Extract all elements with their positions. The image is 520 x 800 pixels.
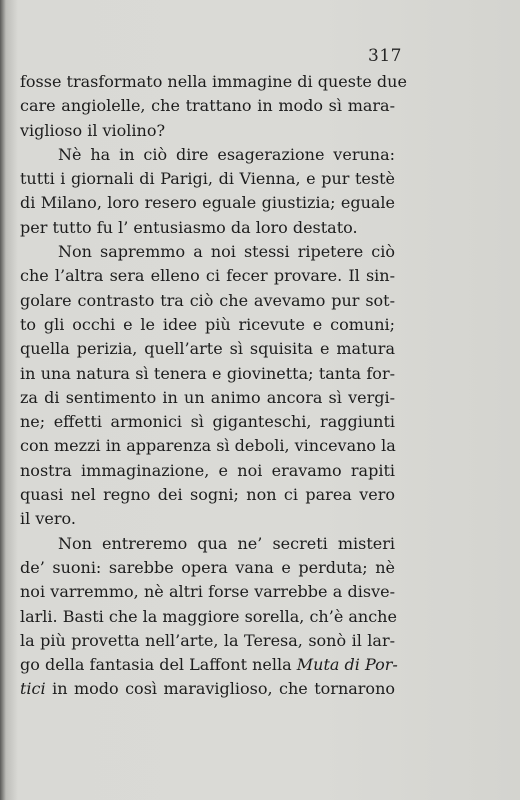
italic-title: tici <box>20 679 46 699</box>
line-text: go della fantasia del Laffont nella <box>20 655 292 675</box>
text-line <box>20 556 395 580</box>
line-text: in una natura sì tenera e giovinetta; tanta for- <box>20 363 395 383</box>
text-line <box>20 653 398 677</box>
line-text: viglioso il violino? <box>20 120 166 140</box>
line-text: de’ suoni: sarebbe opera vana e perduta; nè <box>20 557 395 577</box>
text-line <box>20 580 395 604</box>
line-text: la più provetta nell’arte, la Teresa, sonò il lar- <box>20 630 395 650</box>
line-text: golare contrasto tra ciò che avevamo pur sot- <box>20 290 395 310</box>
italic-title: Muta di Por- <box>296 655 398 675</box>
text-line <box>20 313 395 337</box>
text-line <box>20 434 395 458</box>
line-text: che l’altra sera elleno ci fecer provare. Il sin- <box>20 266 395 286</box>
line-text: quasi nel regno dei sogni; non ci parea vero <box>20 485 395 505</box>
text-line <box>20 94 395 118</box>
text-line <box>20 459 395 483</box>
text-line <box>20 240 395 264</box>
text-line <box>20 119 395 143</box>
line-text: di Milano, loro resero eguale giustizia; eguale <box>20 193 395 213</box>
text-line <box>20 362 395 386</box>
text-line <box>20 264 395 288</box>
line-text: fosse trasformato nella immagine di queste due <box>20 72 407 91</box>
text-line <box>20 289 395 313</box>
text-line <box>20 167 395 191</box>
line-text: to gli occhi e le idee più ricevute e comuni; <box>20 314 395 334</box>
line-text: tutti i giornali di Parigi, di Vienna, e pur testè <box>20 169 395 189</box>
line-text: il vero. <box>20 509 76 529</box>
line-text: con mezzi in apparenza sì deboli, vincevano la <box>20 436 396 456</box>
line-text: in modo così maraviglioso, che tornarono <box>45 679 395 699</box>
text-line <box>20 386 395 410</box>
line-text: noi varremmo, nè altri forse varrebbe a disve- <box>20 582 395 602</box>
text-line <box>20 143 395 167</box>
line-text: care angiolelle, che trattano in modo sì mara- <box>20 96 395 116</box>
line-text: ne; effetti armonici sì giganteschi, raggiunti <box>20 412 395 432</box>
line-text: nostra immaginazione, e noi eravamo rapiti <box>20 460 395 480</box>
text-line <box>20 677 395 701</box>
text-line <box>20 507 395 531</box>
line-text: quella perizia, quell’arte sì squisita e matura <box>20 339 395 359</box>
line-text: Non entreremo qua ne’ secreti misteri <box>58 533 395 553</box>
text-line <box>20 605 395 629</box>
page-number: 317 <box>368 46 402 66</box>
text-line <box>20 629 395 653</box>
body-text <box>20 70 407 702</box>
line-text: per tutto fu l’ entusiasmo da loro destato. <box>20 217 358 237</box>
text-line <box>20 483 395 507</box>
line-text: Nè ha in ciò dire esagerazione veruna: <box>58 144 395 164</box>
line-text: larli. Basti che la maggiore sorella, ch’è anche <box>20 606 397 626</box>
line-text: Non sapremmo a noi stessi ripetere ciò <box>58 242 395 262</box>
text-line <box>20 337 395 361</box>
text-line <box>20 70 407 94</box>
line-text: za di sentimento in un animo ancora sì vergi- <box>20 387 395 407</box>
text-line <box>20 532 395 556</box>
text-line <box>20 216 395 240</box>
text-line <box>20 191 395 215</box>
text-line <box>20 410 395 434</box>
